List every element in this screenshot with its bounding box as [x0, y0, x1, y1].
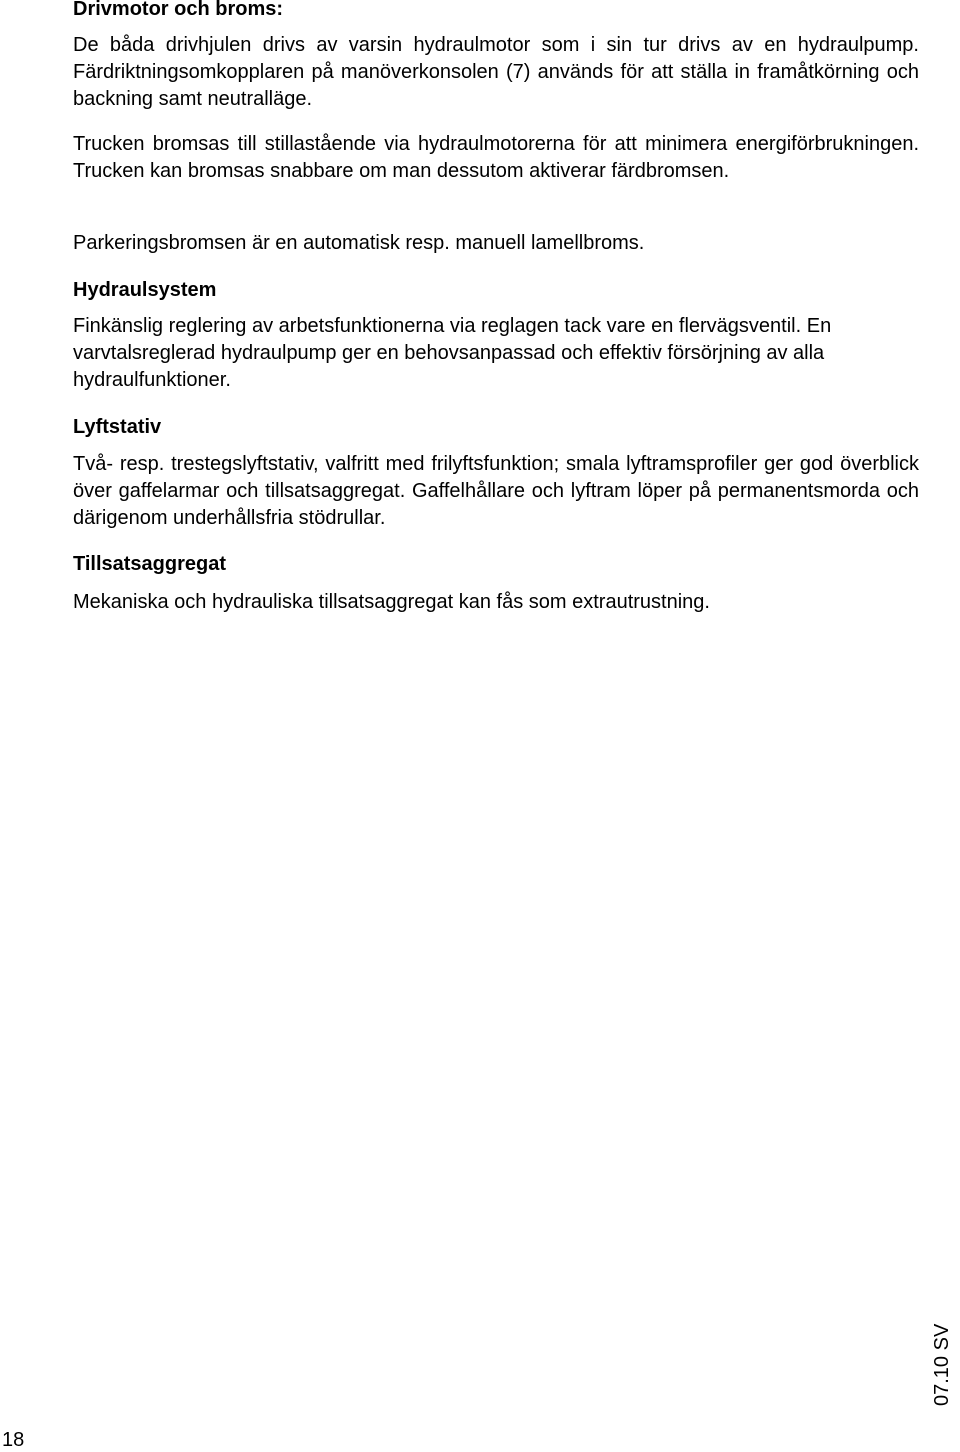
paragraph-brake: Trucken bromsas till stillastående via hydraulmotorerna för att minimera energiförbrukningen. Trucken kan bromsas snabbare om man dessutom aktiverar färdbromsen. [73, 133, 919, 182]
paragraph-mast: Två- resp. trestegslyftstativ, valfritt med frilyftsfunktion; smala lyftramsprofiler ger god överblick över gaffelarmar och tillsatsaggregat. Gaffelhållare och lyftram löper på permanentsmorda och därigenom underhållsfria stödrullar. [73, 453, 919, 529]
section-heading-drive-brake: Drivmotor och broms: [73, 0, 284, 20]
section-heading-mast: Lyftstativ [73, 416, 162, 438]
page-number: 18 [2, 1429, 25, 1451]
version-code: 07.10 SV [931, 1323, 953, 1406]
paragraph-drive: De båda drivhjulen drivs av varsin hydraulmotor som i sin tur drivs av en hydraulpump. Färdriktningsomkopplaren på manöverkonsolen (7) används för att ställa in framåtkörning och backning samt neutralläge. [73, 34, 919, 110]
paragraph-parking-brake: Parkeringsbromsen är en automatisk resp. manuell lamellbroms. [73, 232, 645, 254]
section-heading-hydraulic: Hydraulsystem [73, 279, 217, 301]
paragraph-attachments: Mekaniska och hydrauliska tillsatsaggregat kan fås som extrautrustning. [73, 591, 710, 613]
paragraph-hydraulic: Finkänslig reglering av arbetsfunktionerna via reglagen tack vare en flervägsventil. En varvtalsreglerad hydraulpump ger en behovsanpassad och effektiv försörjning av alla hydraulfunktioner. [73, 315, 832, 391]
section-heading-attachments: Tillsatsaggregat [73, 553, 227, 575]
